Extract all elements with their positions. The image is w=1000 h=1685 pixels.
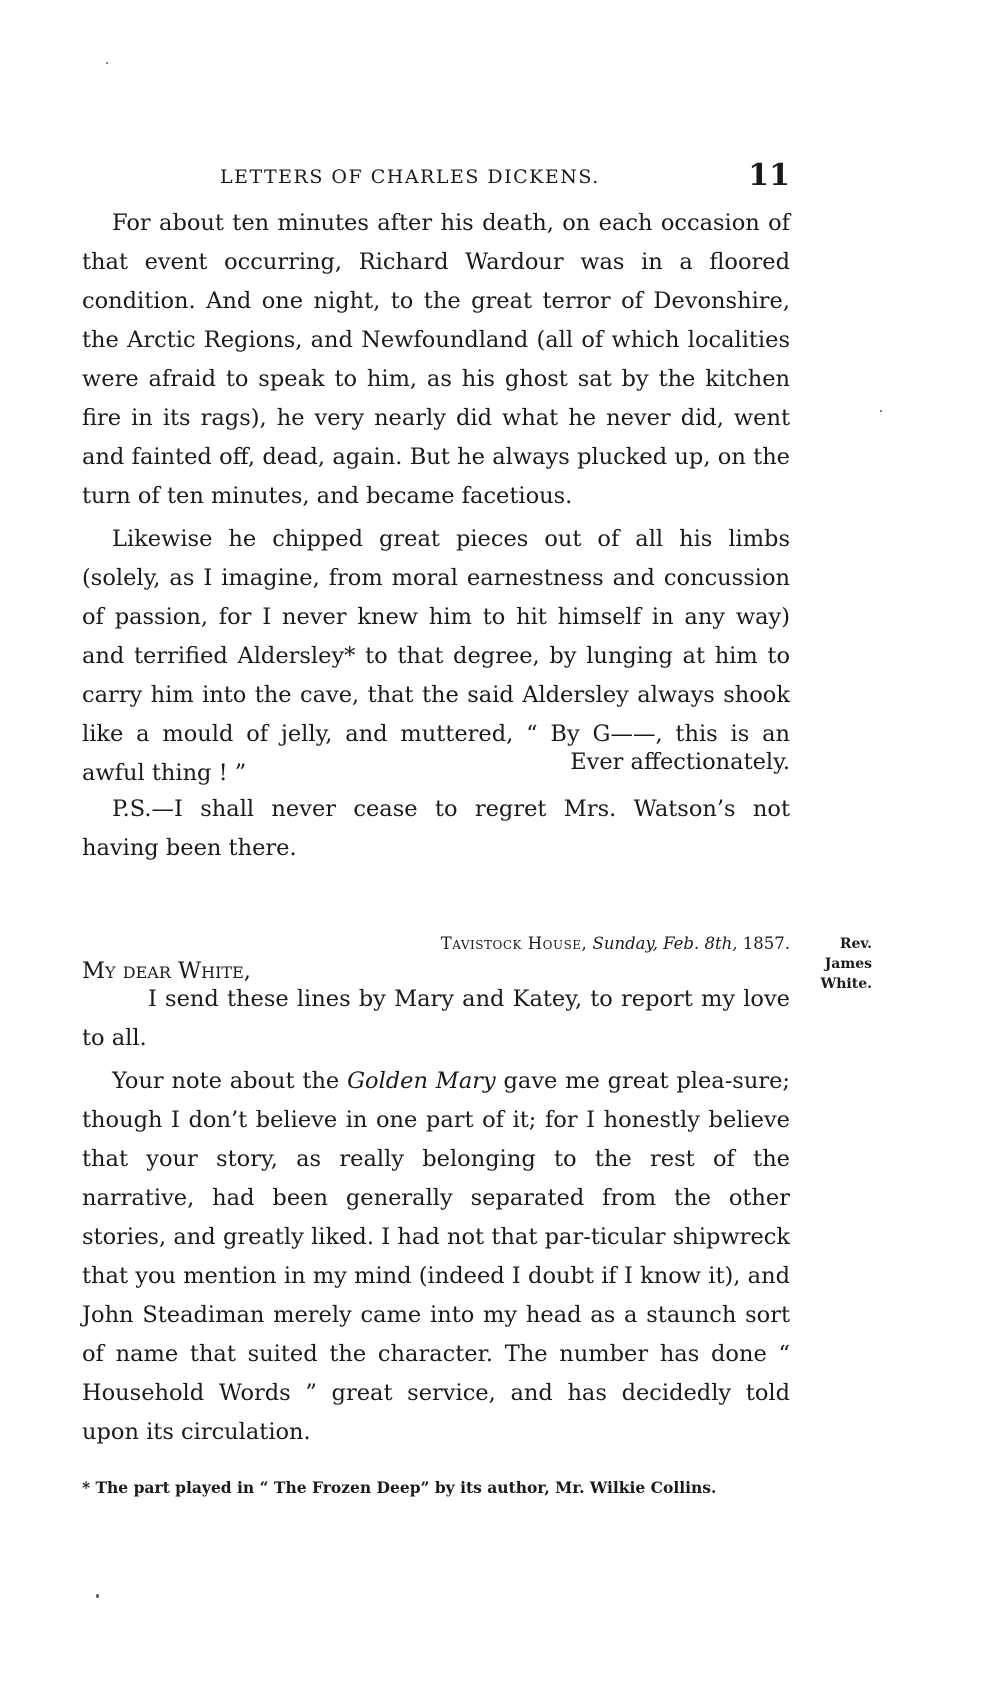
salutation: My dear White, [82,958,251,984]
running-head [220,158,790,194]
postscript: P.S.—I shall never cease to regret Mrs. Watson’s not having been there. [82,796,790,861]
letter-year: 1857. [742,934,790,953]
footnote: * The part played in “ The Frozen Deep” by its author, Mr. Wilkie Collins. [82,1478,717,1497]
letter-place: Tavistock House, [440,934,588,953]
letter-date: Sunday, Feb. 8th, [592,934,738,953]
running-title: LETTERS OF CHARLES DICKENS. [220,166,600,188]
postscript-block [82,790,790,868]
paragraph: Likewise he chipped great pieces out of all his limbs (solely, as I imagine, from moral earnestness and concussion of passion, for I never knew him to hit himself in any way) and terrified Aldersley* to that degree, by lunging at him to carry him into the cave, that the said Aldersley always shook like a mould of jelly, and muttered, “ By G——, this is an awful thing ! ” [82,526,790,786]
letter-body [82,980,790,1452]
margin-note-recipient [816,934,872,994]
letter-body-continued [82,204,790,793]
paragraph: For about ten minutes after his death, on each occasion of that event occurring, Richard Wardour was in a floored condition. And one night, to the great terror of Devonshire, the Arctic Regions, and Newfoundland (all of which localities were afraid to speak to him, as his ghost sat by the kitchen fire in its rags), he very nearly did what he never did, went and fainted off, dead, again. But he always plucked up, on the turn of ten minutes, and became facetious. [82,210,790,509]
margin-note-line: Rev. [839,936,872,952]
text-run: gave me great plea-sure; though I don’t believe in one part of it; for I honestly believe that your story, as really belonging to the rest of the narrative, had been generally separated from the other stories, and greatly liked. I had not that par-ticular shipwreck that you mention in my mind (indeed I doubt if I know it), and John Steadiman merely came into my head as a staunch sort of name that suited the character. The number has done “ Household Words ” great service, and has decidedly told upon its circulation. [82,1068,790,1445]
paper-speck [96,1594,99,1598]
sign-off: Ever affectionately. [570,749,790,775]
paragraph [82,1062,790,1452]
page-number: 11 [748,158,790,193]
paper-speck [106,62,108,64]
margin-note-line: James [824,956,872,972]
letter-dateline [300,934,790,953]
text-run: Your note about the [112,1068,340,1094]
magazine-title: Golden Mary [347,1068,496,1094]
paper-speck [880,410,882,412]
paragraph: I send these lines by Mary and Katey, to report my love to all. [82,986,790,1051]
margin-note-line: White. [820,976,872,992]
